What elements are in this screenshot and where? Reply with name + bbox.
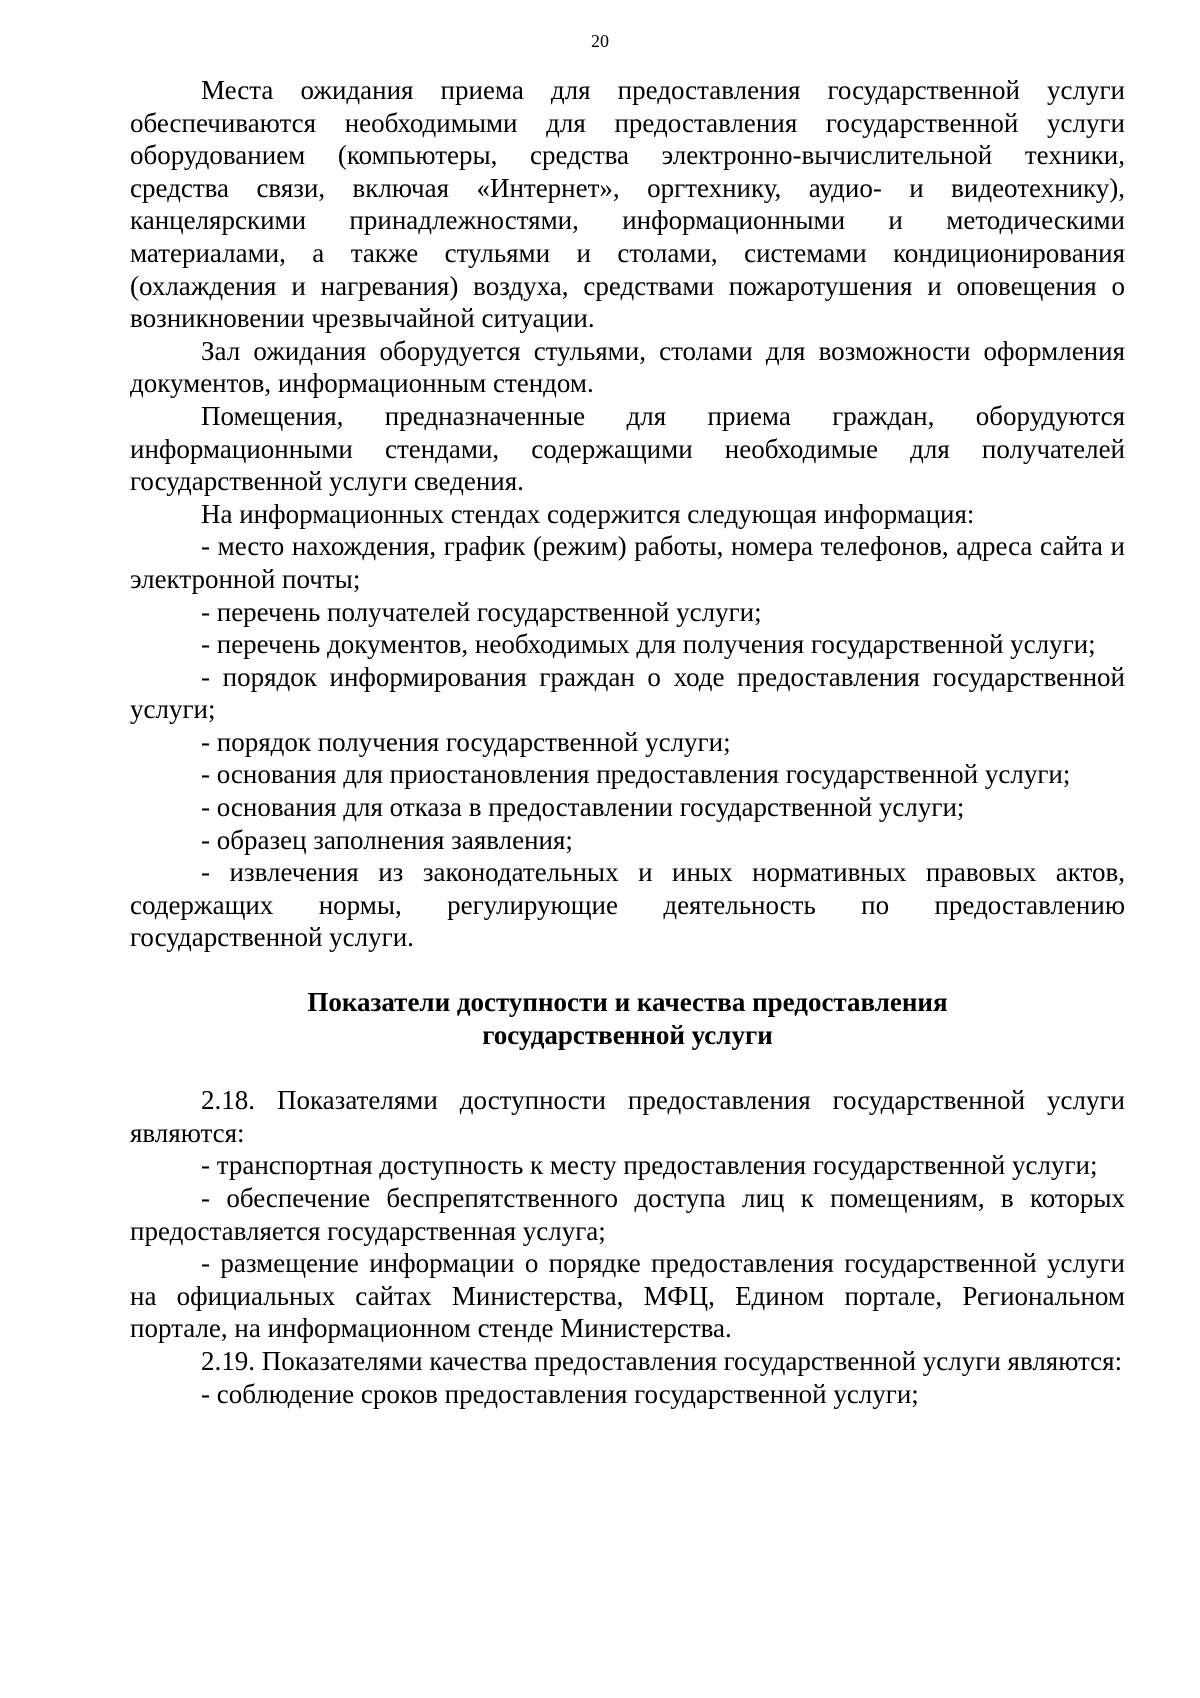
list-item-transport-accessibility: - транспортная доступность к месту предоставления государственной услуги; [201, 1150, 1098, 1181]
list-item-obtaining-procedure: - порядок получения государственной услуги; [201, 726, 731, 757]
list-item-refusal-grounds: - основания для отказа в предоставлении государственной услуги; [201, 792, 965, 823]
list-item-documents: - перечень документов, необходимых для получения государственной услуги; [201, 629, 1096, 660]
list-item-informing-procedure: - порядок информирования граждан о ходе предоставления государственной услуги; [130, 661, 1125, 725]
paragraph-waiting-areas-equipment: Места ожидания приема для предоставления государственной услуги обеспечиваются необходимыми для предоставления государственной услуги оборудованием (компьютеры, средства электронно-вычислительной техники, средства связи, включая «Интернет», оргтехнику, аудио- и видеотехнику), канцелярскими принадлежностями, информационными и методическими материалами, а также стульями и столами, системами кондиционирования (охлаждения и нагревания) воздуха, средствами пожаротушения и оповещения о возникновении чрезвычайной ситуации. [130, 75, 1125, 334]
paragraph-2-18-accessibility: 2.18. Показателями доступности предоставления государственной услуги являются: [130, 1085, 1125, 1148]
list-item-unobstructed-access: - обеспечение беспрепятственного доступа лиц к помещениям, в которых предоставляется государственная услуга; [130, 1183, 1125, 1246]
page-number: 20 [591, 31, 609, 51]
paragraph-reception-rooms: Помещения, предназначенные для приема граждан, оборудуются информационными стендами, содержащими необходимые для получателей государственной услуги сведения. [130, 400, 1125, 497]
section-heading [130, 986, 1125, 1051]
list-item-information-placement: - размещение информации о порядке предоставления государственной услуги на официальных сайтах Министерства, МФЦ, Едином портале, Региональном портале, на информационном стенде Министерства. [130, 1248, 1125, 1344]
section-heading-line-2: государственной услуги [482, 1019, 773, 1050]
list-item-deadlines-compliance: - соблюдение сроков предоставления государственной услуги; [201, 1378, 919, 1409]
paragraph-stands-info-intro: На информационных стендах содержится следующая информация: [201, 498, 975, 529]
paragraph-waiting-hall: Зал ожидания оборудуется стульями, столами для возможности оформления документов, информационным стендом. [130, 335, 1125, 399]
list-item-suspension-grounds: - основания для приостановления предоставления государственной услуги; [201, 759, 1071, 790]
list-item-location-schedule: - место нахождения, график (режим) работы, номера телефонов, адреса сайта и электронной почты; [130, 531, 1125, 594]
section-heading-line-1: Показатели доступности и качества предоставления [307, 987, 948, 1018]
list-item-recipients: - перечень получателей государственной услуги; [201, 596, 762, 627]
document-body [130, 74, 1125, 1410]
list-item-application-sample: - образец заполнения заявления; [201, 824, 573, 855]
list-item-legal-extracts: - извлечения из законодательных и иных нормативных правовых актов, содержащих нормы, регулирующие деятельность по предоставлению государственной услуги. [130, 857, 1125, 953]
paragraph-2-19-quality: 2.19. Показателями качества предоставления государственной услуги являются: [201, 1345, 1123, 1376]
